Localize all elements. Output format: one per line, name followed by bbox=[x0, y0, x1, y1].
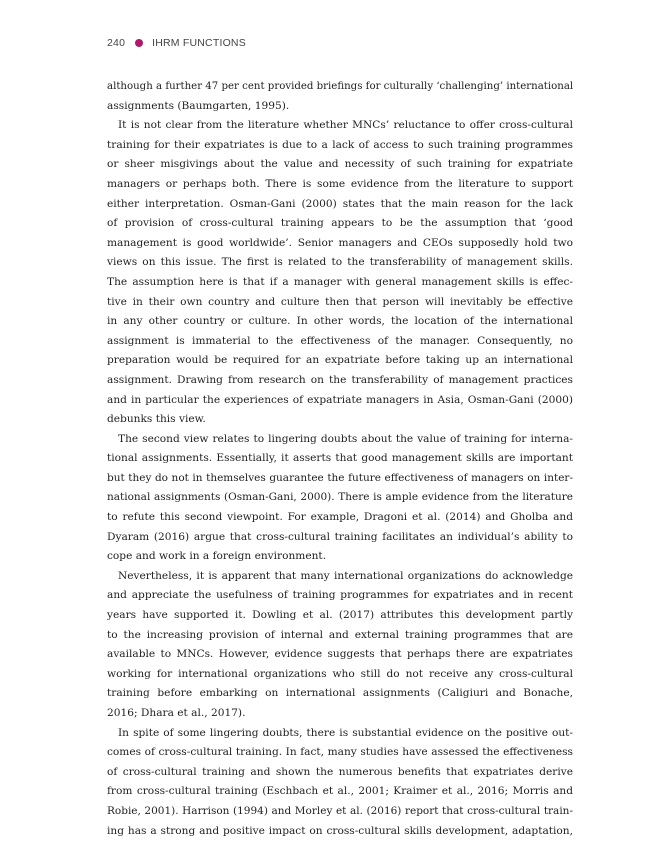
text-line: of cross-cultural training and shown the numerous benefits that expatriates derive bbox=[107, 765, 573, 778]
text-line: but they do not in themselves guarantee the future effectiveness of managers on inter- bbox=[107, 471, 573, 484]
paragraph bbox=[107, 116, 573, 430]
text-line: national assignments (Osman-Gani, 2000). There is ample evidence from the literature bbox=[107, 491, 573, 504]
text-line: In spite of some lingering doubts, there is substantial evidence on the positive out- bbox=[118, 726, 573, 739]
text-line: training for their expatriates is due to a lack of access to such training programmes bbox=[107, 138, 573, 151]
text-line: and in particular the experiences of expatriate managers in Asia, Osman-Gani (2000) bbox=[107, 393, 573, 406]
page-number: 240 bbox=[107, 37, 126, 49]
text-line: tive in their own country and culture then that person will inevitably be effective bbox=[107, 295, 573, 308]
text-line: assignments (Baumgarten, 1995). bbox=[107, 99, 290, 112]
running-head: IHRM FUNCTIONS bbox=[152, 37, 246, 49]
text-line: managers or perhaps both. There is some evidence from the literature to support bbox=[107, 177, 573, 190]
text-line: in any other country or culture. In other words, the location of the international bbox=[107, 315, 573, 328]
text-line: years have supported it. Dowling et al. (2017) attributes this development partly bbox=[107, 609, 573, 622]
text-line: tional assignments. Essentially, it asserts that good management skills are important bbox=[107, 452, 573, 465]
text-line: available to MNCs. However, evidence suggests that perhaps there are expatriates bbox=[107, 648, 573, 661]
bullet-dot-icon bbox=[135, 39, 143, 47]
text-line: debunks this view. bbox=[107, 413, 206, 426]
text-line: Nevertheless, it is apparent that many international organizations do acknowledge bbox=[118, 569, 573, 582]
body-text bbox=[107, 77, 573, 841]
text-line: to the increasing provision of internal and external training programmes that are bbox=[107, 628, 573, 641]
text-line: working for international organizations who still do not receive any cross-cultural bbox=[107, 667, 573, 680]
text-line: It is not clear from the literature whether MNCs’ reluctance to offer cross-cultural bbox=[118, 119, 573, 132]
text-line: The assumption here is that if a manager with general management skills is effec- bbox=[107, 275, 573, 288]
text-line: assignment. Drawing from research on the transferability of management practices bbox=[107, 373, 573, 386]
text-line: 2016; Dhara et al., 2017). bbox=[107, 707, 246, 719]
running-header bbox=[107, 36, 246, 50]
paragraph bbox=[107, 724, 573, 841]
text-line: comes of cross-cultural training. In fact, many studies have assessed the effectiveness bbox=[107, 746, 573, 759]
text-line: Dyaram (2016) argue that cross-cultural training facilitates an individual’s ability to bbox=[107, 530, 573, 543]
paragraph bbox=[107, 430, 573, 567]
text-line: ing has a strong and positive impact on cross-cultural skills development, adaptation, bbox=[107, 824, 573, 837]
text-line: views on this issue. The first is related to the transferability of management skills. bbox=[107, 256, 573, 269]
text-line: of provision of cross-cultural training appears to be the assumption that ‘good bbox=[107, 217, 573, 230]
text-line: assignment is immaterial to the effectiveness of the manager. Consequently, no bbox=[107, 334, 573, 347]
text-line: Robie, 2001). Harrison (1994) and Morley et al. (2016) report that cross-cultural train- bbox=[107, 804, 573, 817]
text-line: preparation would be required for an expatriate before taking up an international bbox=[107, 354, 573, 367]
text-line: management is good worldwide’. Senior managers and CEOs supposedly hold two bbox=[107, 236, 573, 249]
text-line: or sheer misgivings about the value and necessity of such training for expatriate bbox=[107, 158, 573, 171]
text-line: cope and work in a foreign environment. bbox=[107, 550, 327, 563]
paragraph bbox=[107, 77, 573, 116]
text-line: from cross-cultural training (Eschbach et al., 2001; Kraimer et al., 2016; Morris and bbox=[107, 785, 573, 798]
paragraph bbox=[107, 567, 573, 724]
text-line: training before embarking on international assignments (Caligiuri and Bonache, bbox=[107, 687, 573, 700]
text-line: to refute this second viewpoint. For example, Dragoni et al. (2014) and Gholba and bbox=[107, 511, 573, 524]
text-line: The second view relates to lingering doubts about the value of training for interna- bbox=[118, 432, 573, 445]
text-line: and appreciate the usefulness of training programmes for expatriates and in recent bbox=[107, 589, 573, 602]
text-line: although a further 47 per cent provided briefings for culturally ‘challenging’ international bbox=[107, 81, 574, 92]
text-line: either interpretation. Osman-Gani (2000) states that the main reason for the lack bbox=[107, 197, 573, 210]
